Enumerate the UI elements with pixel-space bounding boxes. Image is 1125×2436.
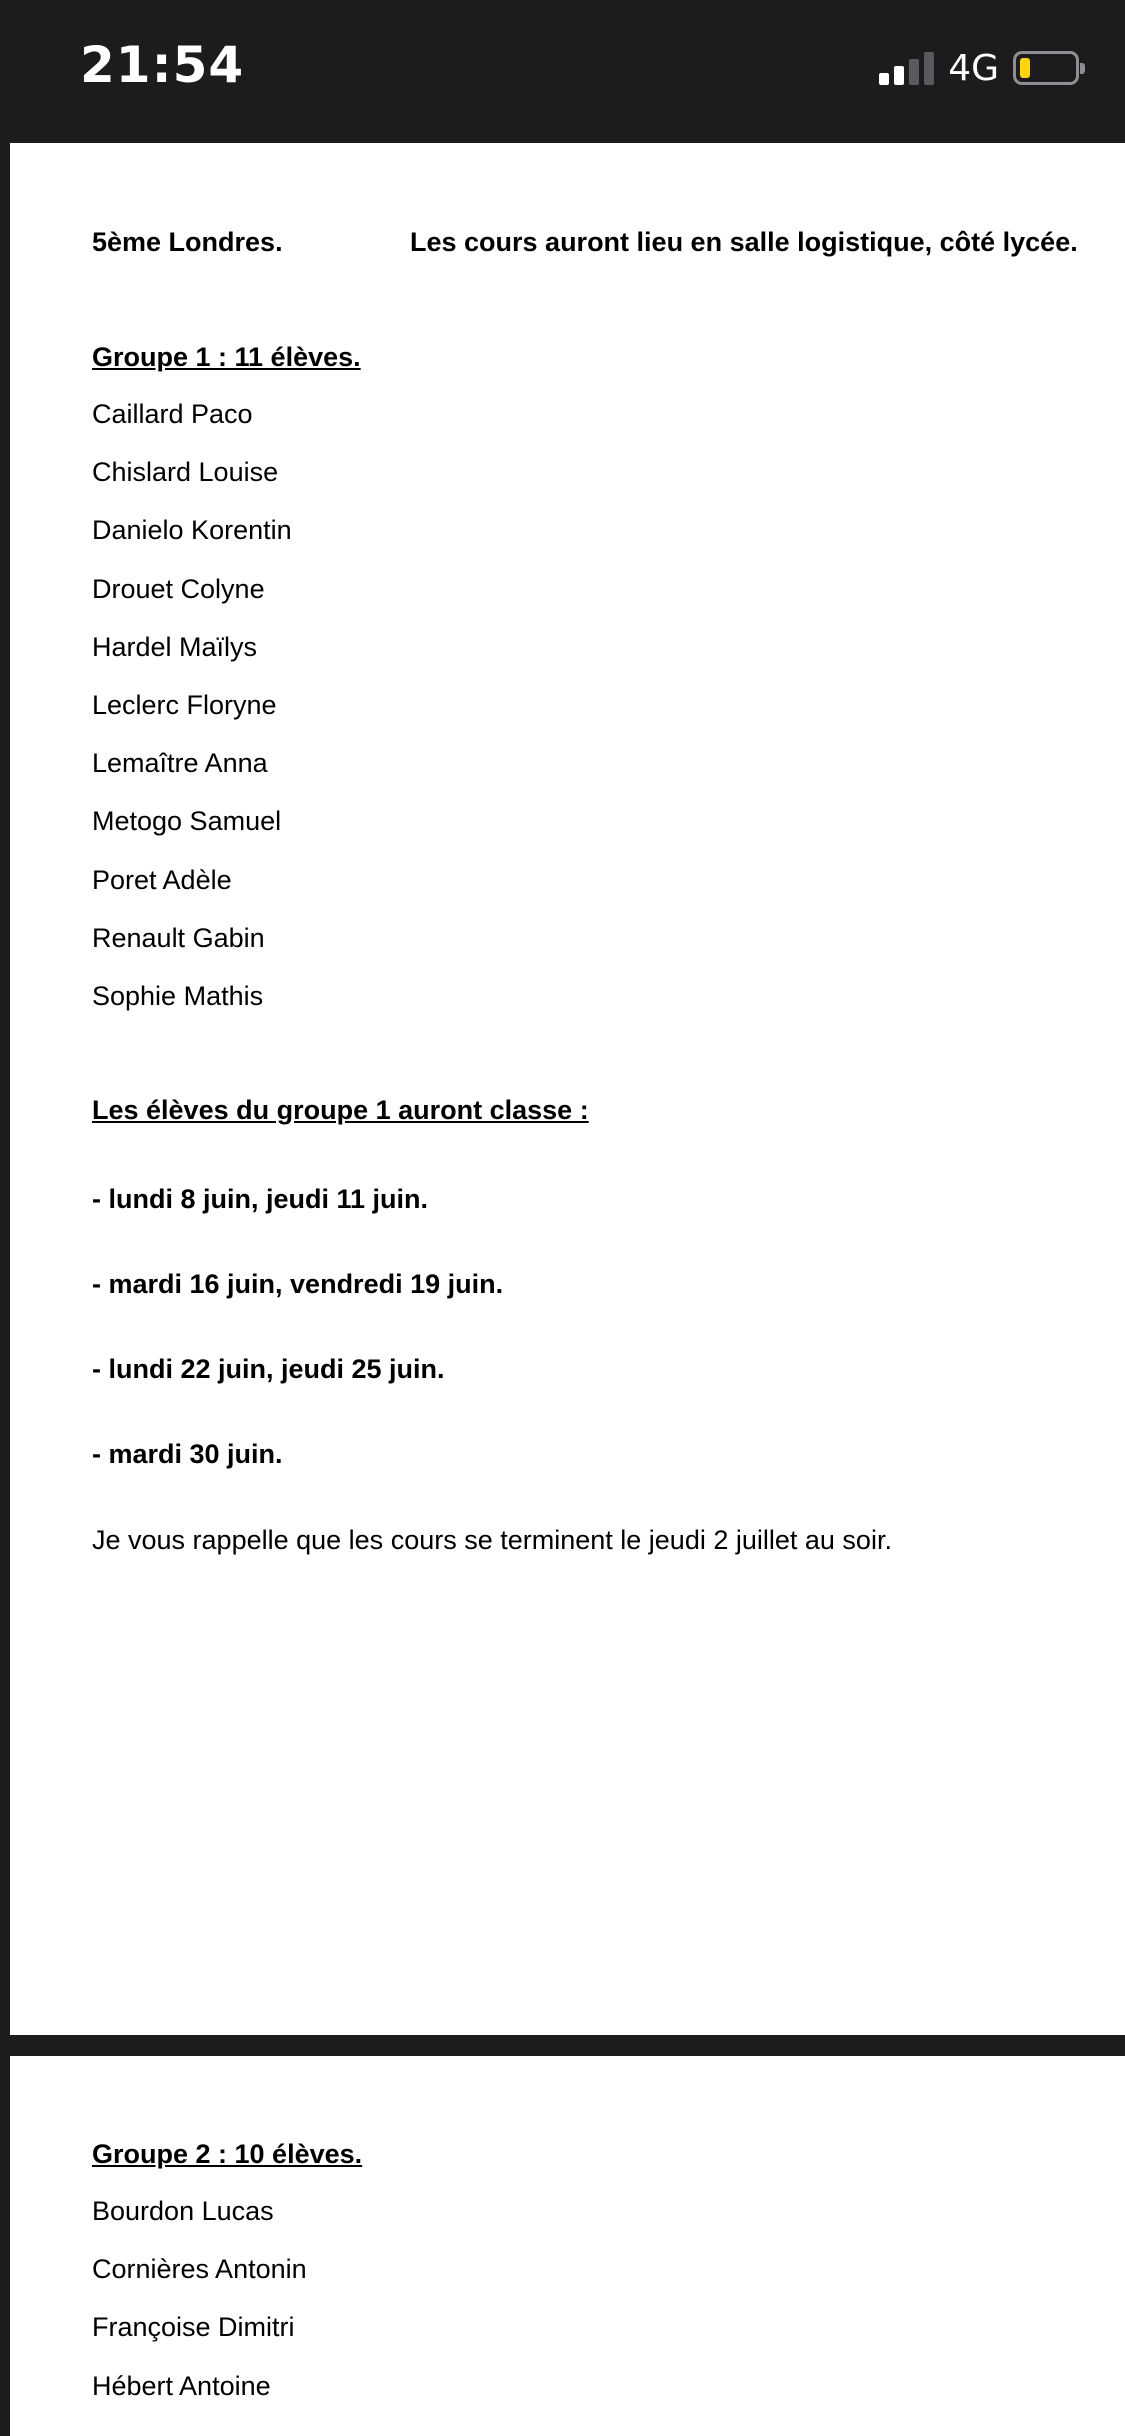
status-time: 21:54 [80, 36, 245, 94]
schedule-item: - lundi 8 juin, jeudi 11 juin. [92, 1184, 429, 1214]
list-item: Sophie Mathis [92, 980, 264, 1011]
list-item: Bourdon Lucas [92, 2196, 274, 2226]
battery-level [1020, 58, 1030, 78]
signal-bar [879, 73, 889, 85]
list-item: Hébert Antoine [92, 2370, 271, 2401]
cellular-signal-icon [879, 51, 934, 85]
list-item: Chislard Louise [92, 457, 279, 488]
list-item: Hardel Maïlys [92, 631, 258, 662]
group-1-student-list [92, 399, 292, 1039]
list-item: Françoise Dimitri [92, 2312, 295, 2343]
document-page-1[interactable] [10, 143, 1125, 2035]
list-item: Leclerc Floryne [92, 689, 277, 720]
list-item: Poret Adèle [92, 864, 232, 895]
list-item: Danielo Korentin [92, 515, 292, 546]
list-item: Metogo Samuel [92, 806, 282, 837]
group-1-schedule-list [92, 1184, 503, 1524]
list-item: Lemaître Anna [92, 748, 268, 779]
signal-bar [909, 59, 919, 85]
schedule-item: - lundi 22 juin, jeudi 25 juin. [92, 1354, 445, 1384]
document-page-2[interactable] [10, 2056, 1125, 2436]
schedule-item: - mardi 30 juin. [92, 1439, 283, 1469]
location-note: Les cours auront lieu en salle logistique, côté lycée. [410, 227, 1078, 257]
group-2-student-list [92, 2196, 307, 2429]
group-1-title: Groupe 1 : 11 élèves. [92, 342, 361, 372]
class-name: 5ème Londres. [92, 227, 283, 257]
network-type: 4G [948, 47, 999, 89]
group-1-schedule-title: Les élèves du groupe 1 auront classe : [92, 1095, 589, 1125]
signal-bar [894, 66, 904, 85]
battery-tip [1080, 63, 1085, 74]
battery-icon [1013, 51, 1079, 85]
list-item: Renault Gabin [92, 922, 265, 953]
list-item: Caillard Paco [92, 399, 253, 429]
list-item: Cornières Antonin [92, 2254, 307, 2285]
group-2-title: Groupe 2 : 10 élèves. [92, 2139, 363, 2169]
schedule-item: - mardi 16 juin, vendredi 19 juin. [92, 1269, 504, 1299]
status-indicators [879, 48, 1079, 88]
end-of-courses-reminder: Je vous rappelle que les cours se terminent le jeudi 2 juillet au soir. [92, 1525, 892, 1555]
status-bar [0, 0, 1125, 143]
signal-bar [924, 52, 934, 85]
list-item: Drouet Colyne [92, 573, 265, 604]
